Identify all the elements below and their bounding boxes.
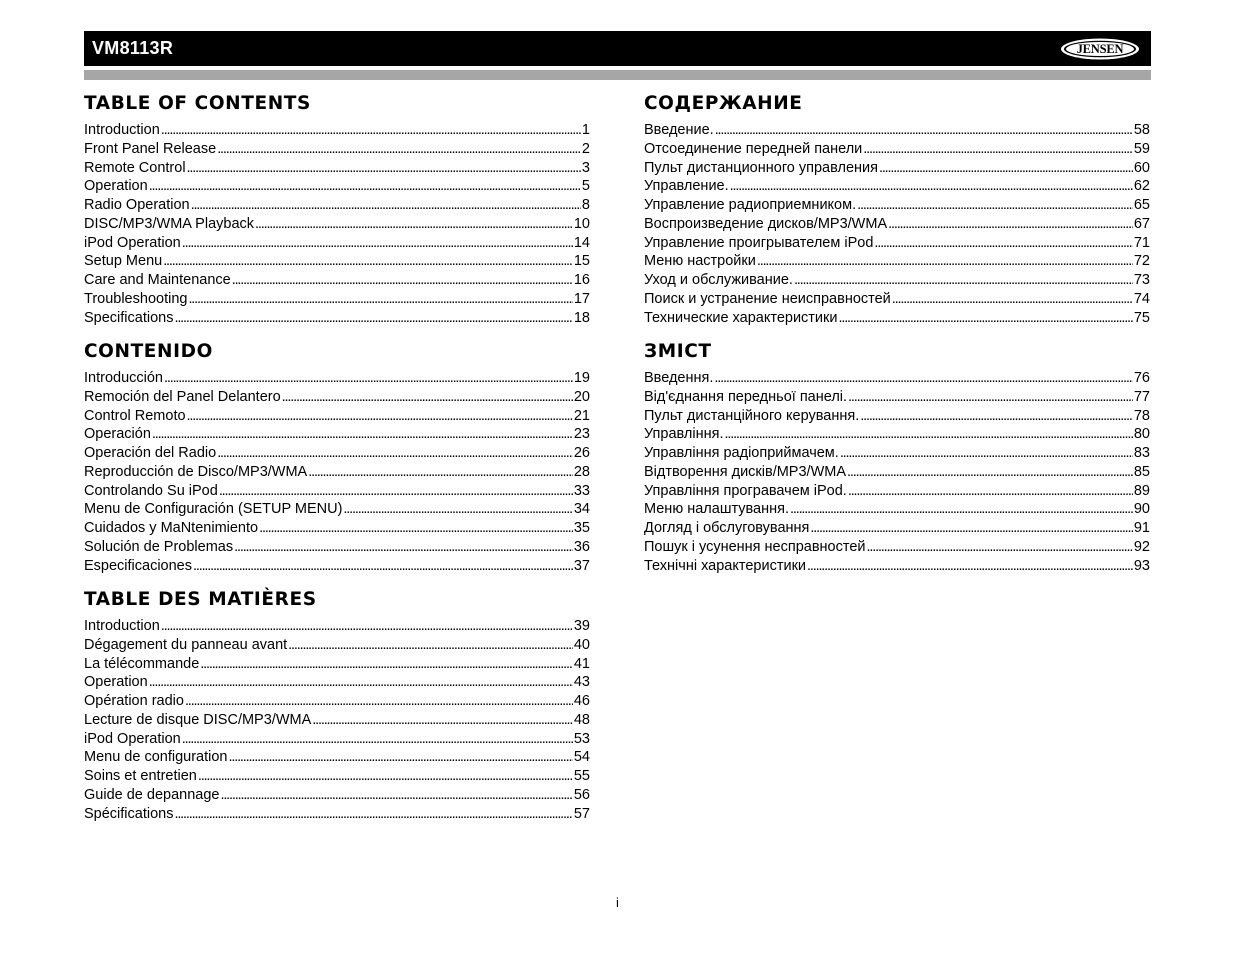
toc-entry[interactable] [84,519,590,538]
dot-leader [185,692,573,711]
toc-entry-label: Пошук і усунення несправностей [644,538,866,555]
toc-entry-page: 59 [1133,140,1150,157]
toc-entry-page: 28 [573,463,590,480]
dot-leader [892,290,1133,309]
toc-entry[interactable] [84,786,590,805]
dot-leader [255,215,573,234]
toc-entry[interactable] [644,388,1150,407]
toc-entry-page: 43 [573,674,590,691]
dot-leader [879,159,1133,178]
toc-entry-label: Operación [84,426,151,443]
toc-entry-label: Lecture de disque DISC/MP3/WMA [84,711,312,728]
dot-leader [182,234,573,253]
toc-entry-label: Operation [84,178,148,195]
toc-entry[interactable] [84,482,590,501]
toc-entry-page: 23 [573,426,590,443]
toc-entry[interactable] [644,309,1150,328]
toc-entry-page: 40 [573,636,590,653]
dot-leader [217,140,581,159]
toc-entry-label: Управление проигрывателем iPod [644,234,874,251]
toc-entry-label: Меню налаштування. [644,501,789,518]
toc-entry-label: Spécifications [84,805,174,822]
dot-leader [191,196,581,215]
dot-leader [343,500,572,519]
toc-entry-page: 34 [573,501,590,518]
toc-entry-page: 91 [1133,520,1150,536]
dot-leader [725,425,1133,444]
section-title: TABLE OF CONTENTS [84,93,311,114]
dot-leader [282,388,573,407]
dot-leader [232,271,573,290]
dot-leader [174,805,572,824]
entry-list [644,121,1150,327]
toc-entry-label: Cuidados y MaNtenimiento [84,520,259,536]
toc-entry[interactable] [644,196,1150,215]
dot-leader [220,786,572,805]
toc-entry-page: 16 [573,272,590,288]
dot-leader [308,463,573,482]
dot-leader [888,215,1133,234]
dot-leader [312,711,573,730]
toc-entry[interactable] [84,159,590,178]
model-number: VM8113R [92,38,174,58]
toc-entry-page: 89 [1133,482,1150,499]
toc-entry-label: Відтворення дисків/MP3/WMA [644,463,847,480]
toc-entry-label: DISC/MP3/WMA Playback [84,215,255,232]
toc-entry[interactable] [644,271,1150,290]
toc-entry[interactable] [644,252,1150,271]
toc-entry-label: Від'єднання передньої панелі. [644,388,848,405]
toc-entry[interactable] [84,407,590,426]
toc-entry-page: 48 [573,711,590,728]
toc-entry[interactable] [644,407,1150,426]
toc-entry[interactable] [644,425,1150,444]
toc-entry[interactable] [84,767,590,786]
dot-leader [217,444,573,463]
toc-entry-label: Уход и обслуживание. [644,272,793,288]
toc-entry-page: 74 [1133,290,1150,307]
toc-entry[interactable] [644,463,1150,482]
toc-entry[interactable] [84,196,590,215]
toc-entry[interactable] [84,309,590,328]
toc-entry-page: 76 [1133,370,1150,386]
toc-entry-label: Управління радіоприймачем. [644,445,839,461]
toc-entry-label: Care and Maintenance [84,272,231,288]
dot-leader [847,463,1133,482]
toc-entry-label: Introducción [84,370,163,386]
toc-entry-page: 21 [573,407,590,424]
toc-entry[interactable] [84,463,590,482]
toc-entry[interactable] [84,500,590,519]
toc-entry-page: 80 [1133,426,1150,443]
toc-section-ukrainian [644,341,1150,575]
toc-entry-page: 41 [573,655,590,672]
toc-entry-page: 71 [1133,234,1150,251]
toc-entry[interactable] [84,805,590,824]
toc-entry-label: Specifications [84,309,174,326]
dot-leader [149,177,581,196]
dot-leader [288,636,573,655]
toc-entry-page: 46 [573,693,590,709]
dot-leader [174,309,572,328]
toc-entry-label: Menu de Configuración (SETUP MENU) [84,501,343,518]
entry-list [644,369,1150,575]
toc-entry[interactable] [644,500,1150,519]
toc-entry-label: Управление. [644,178,729,195]
toc-entry-label: Opération radio [84,693,184,709]
dot-leader [790,500,1133,519]
dot-leader [188,290,572,309]
toc-entry-label: Especificaciones [84,557,192,574]
toc-entry[interactable] [644,538,1150,557]
toc-entry-label: iPod Operation [84,234,181,251]
toc-entry-label: La télécommande [84,655,200,672]
section-title: ЗМІСТ [644,341,712,362]
toc-entry-page: 19 [573,370,590,386]
toc-entry-label: Remoción del Panel Delantero [84,388,281,405]
toc-section-spanish [84,341,590,575]
toc-entry-page: 8 [581,197,590,213]
toc-entry-label: Introduction [84,618,160,634]
section-title: TABLE DES MATIÈRES [84,589,317,610]
toc-entry[interactable] [644,519,1150,538]
toc-entry-label: Reproducción de Disco/MP3/WMA [84,463,308,480]
toc-entry[interactable] [84,730,590,749]
toc-entry-label: Setup Menu [84,253,163,270]
toc-entry-label: Troubleshooting [84,290,188,307]
toc-entry[interactable] [84,388,590,407]
toc-entry-page: 55 [573,768,590,784]
dot-leader [838,309,1132,328]
toc-entry-page: 3 [581,159,590,176]
toc-entry-page: 60 [1133,159,1150,176]
toc-entry-page: 33 [573,482,590,499]
toc-entry-page: 15 [573,253,590,270]
page-number: i [616,895,619,910]
toc-entry-page: 78 [1133,407,1150,424]
dot-leader [164,369,573,388]
toc-entry-label: Технические характеристики [644,309,838,326]
toc-entry[interactable] [84,177,590,196]
dot-leader [163,252,573,271]
toc-entry[interactable] [644,177,1150,196]
toc-entry[interactable] [84,290,590,309]
toc-entry-page: 65 [1133,197,1150,213]
toc-entry[interactable] [644,140,1150,159]
toc-entry[interactable] [84,425,590,444]
toc-entry-page: 73 [1133,272,1150,288]
dot-leader [715,121,1133,140]
toc-entry[interactable] [644,557,1150,576]
dot-leader [867,538,1133,557]
entry-list [84,369,590,575]
dot-leader [757,252,1133,271]
toc-entry[interactable] [84,617,590,636]
toc-entry[interactable] [84,557,590,576]
toc-entry-page: 1 [581,122,590,138]
toc-entry-label: Dégagement du panneau avant [84,636,288,653]
header-bar [84,31,1151,66]
toc-entry-page: 75 [1133,309,1150,326]
dot-leader [794,271,1133,290]
dot-leader [840,444,1133,463]
toc-entry-label: Solución de Problemas [84,538,234,555]
toc-entry-label: Front Panel Release [84,140,217,157]
toc-entry-page: 90 [1133,501,1150,518]
toc-entry-label: Введення. [644,370,714,386]
toc-entry-label: Догляд і обслуговування [644,520,810,536]
dot-leader [187,407,573,426]
toc-entry-page: 85 [1133,463,1150,480]
toc-entry[interactable] [84,538,590,557]
logo-text: JENSEN [1076,42,1124,57]
dot-leader [152,425,573,444]
dot-leader [234,538,573,557]
toc-entry[interactable] [84,234,590,253]
dot-leader [848,482,1133,501]
toc-entry-page: 18 [573,309,590,326]
toc-section-russian [644,93,1150,327]
toc-entry[interactable] [644,121,1150,140]
toc-entry-label: Soins et entretien [84,768,197,784]
toc-entry-page: 26 [573,445,590,461]
toc-entry-page: 92 [1133,538,1150,555]
toc-entry-page: 17 [573,290,590,307]
jensen-logo [1059,37,1141,61]
header-divider [84,70,1151,80]
toc-section-english [84,93,590,327]
toc-entry-label: Guide de depannage [84,786,220,803]
toc-entry-page: 56 [573,786,590,803]
dot-leader [863,140,1133,159]
toc-entry[interactable] [84,271,590,290]
toc-entry-page: 39 [573,618,590,634]
toc-entry-label: Пульт дистанційного керування. [644,407,860,424]
dot-leader [149,673,573,692]
toc-entry-label: Управління програвачем iPod. [644,482,847,499]
dot-leader [198,767,573,786]
toc-entry-label: Технічні характеристики [644,557,807,574]
toc-entry-label: Пульт дистанционного управления [644,159,878,176]
dot-leader [730,177,1133,196]
dot-leader [857,196,1133,215]
toc-entry-label: Operation [84,674,148,691]
dot-leader [810,519,1132,538]
toc-entry-label: Управление радиоприемником. [644,197,857,213]
dot-leader [200,655,573,674]
toc-entry[interactable] [84,711,590,730]
toc-entry[interactable] [84,369,590,388]
toc-section-french [84,589,590,823]
toc-entry[interactable] [644,482,1150,501]
toc-entry[interactable] [84,655,590,674]
toc-entry-page: 2 [581,140,590,157]
toc-entry-label: Introduction [84,122,160,138]
toc-entry[interactable] [84,140,590,159]
toc-entry[interactable] [84,215,590,234]
toc-entry-page: 35 [573,520,590,536]
entry-list [84,121,590,327]
toc-entry-page: 5 [581,178,590,195]
dot-leader [874,234,1132,253]
section-title: CONTENIDO [84,341,213,362]
toc-entry-page: 58 [1133,122,1150,138]
toc-entry[interactable] [644,290,1150,309]
toc-entry-page: 72 [1133,253,1150,270]
toc-entry-page: 36 [573,538,590,555]
toc-entry[interactable] [84,444,590,463]
dot-leader [229,748,573,767]
toc-entry-page: 20 [573,388,590,405]
toc-entry-page: 54 [573,749,590,766]
dot-leader [182,730,573,749]
toc-entry-label: Управління. [644,426,724,443]
toc-entry-page: 83 [1133,445,1150,461]
dot-leader [161,121,581,140]
toc-entry[interactable] [84,121,590,140]
toc-entry[interactable] [644,234,1150,253]
dot-leader [807,557,1133,576]
toc-entry[interactable] [644,444,1150,463]
toc-entry-label: Введение. [644,122,714,138]
toc-entry-page: 93 [1133,557,1150,574]
dot-leader [219,482,573,501]
toc-entry-page: 53 [573,730,590,747]
toc-entry-page: 57 [573,805,590,822]
dot-leader [193,557,573,576]
toc-entry-page: 62 [1133,178,1150,195]
toc-entry-label: Radio Operation [84,197,190,213]
toc-entry-page: 37 [573,557,590,574]
dot-leader [161,617,573,636]
toc-entry[interactable] [84,636,590,655]
toc-entry-page: 10 [573,215,590,232]
toc-entry-label: Поиск и устранение неисправностей [644,290,891,307]
toc-entry-page: 77 [1133,388,1150,405]
entry-list [84,617,590,823]
toc-entry[interactable] [84,692,590,711]
toc-entry-label: Operación del Radio [84,445,217,461]
toc-entry[interactable] [84,673,590,692]
toc-entry[interactable] [644,159,1150,178]
toc-entry-label: Отсоединение передней панели [644,140,863,157]
section-title: СОДЕРЖАНИЕ [644,93,803,114]
toc-entry-label: Menu de configuration [84,749,228,766]
toc-entry-label: Меню настройки [644,253,756,270]
toc-entry-label: Control Remoto [84,407,186,424]
dot-leader [187,159,581,178]
toc-entry-label: Воспроизведение дисков/MP3/WMA [644,215,888,232]
toc-entry-page: 14 [573,234,590,251]
dot-leader [259,519,573,538]
dot-leader [714,369,1132,388]
toc-entry-label: Remote Control [84,159,186,176]
dot-leader [848,388,1133,407]
dot-leader [860,407,1133,426]
toc-entry-page: 67 [1133,215,1150,232]
toc-entry[interactable] [84,252,590,271]
toc-entry-label: Controlando Su iPod [84,482,218,499]
toc-entry-label: iPod Operation [84,730,181,747]
toc-entry[interactable] [644,215,1150,234]
toc-entry[interactable] [644,369,1150,388]
toc-entry[interactable] [84,748,590,767]
